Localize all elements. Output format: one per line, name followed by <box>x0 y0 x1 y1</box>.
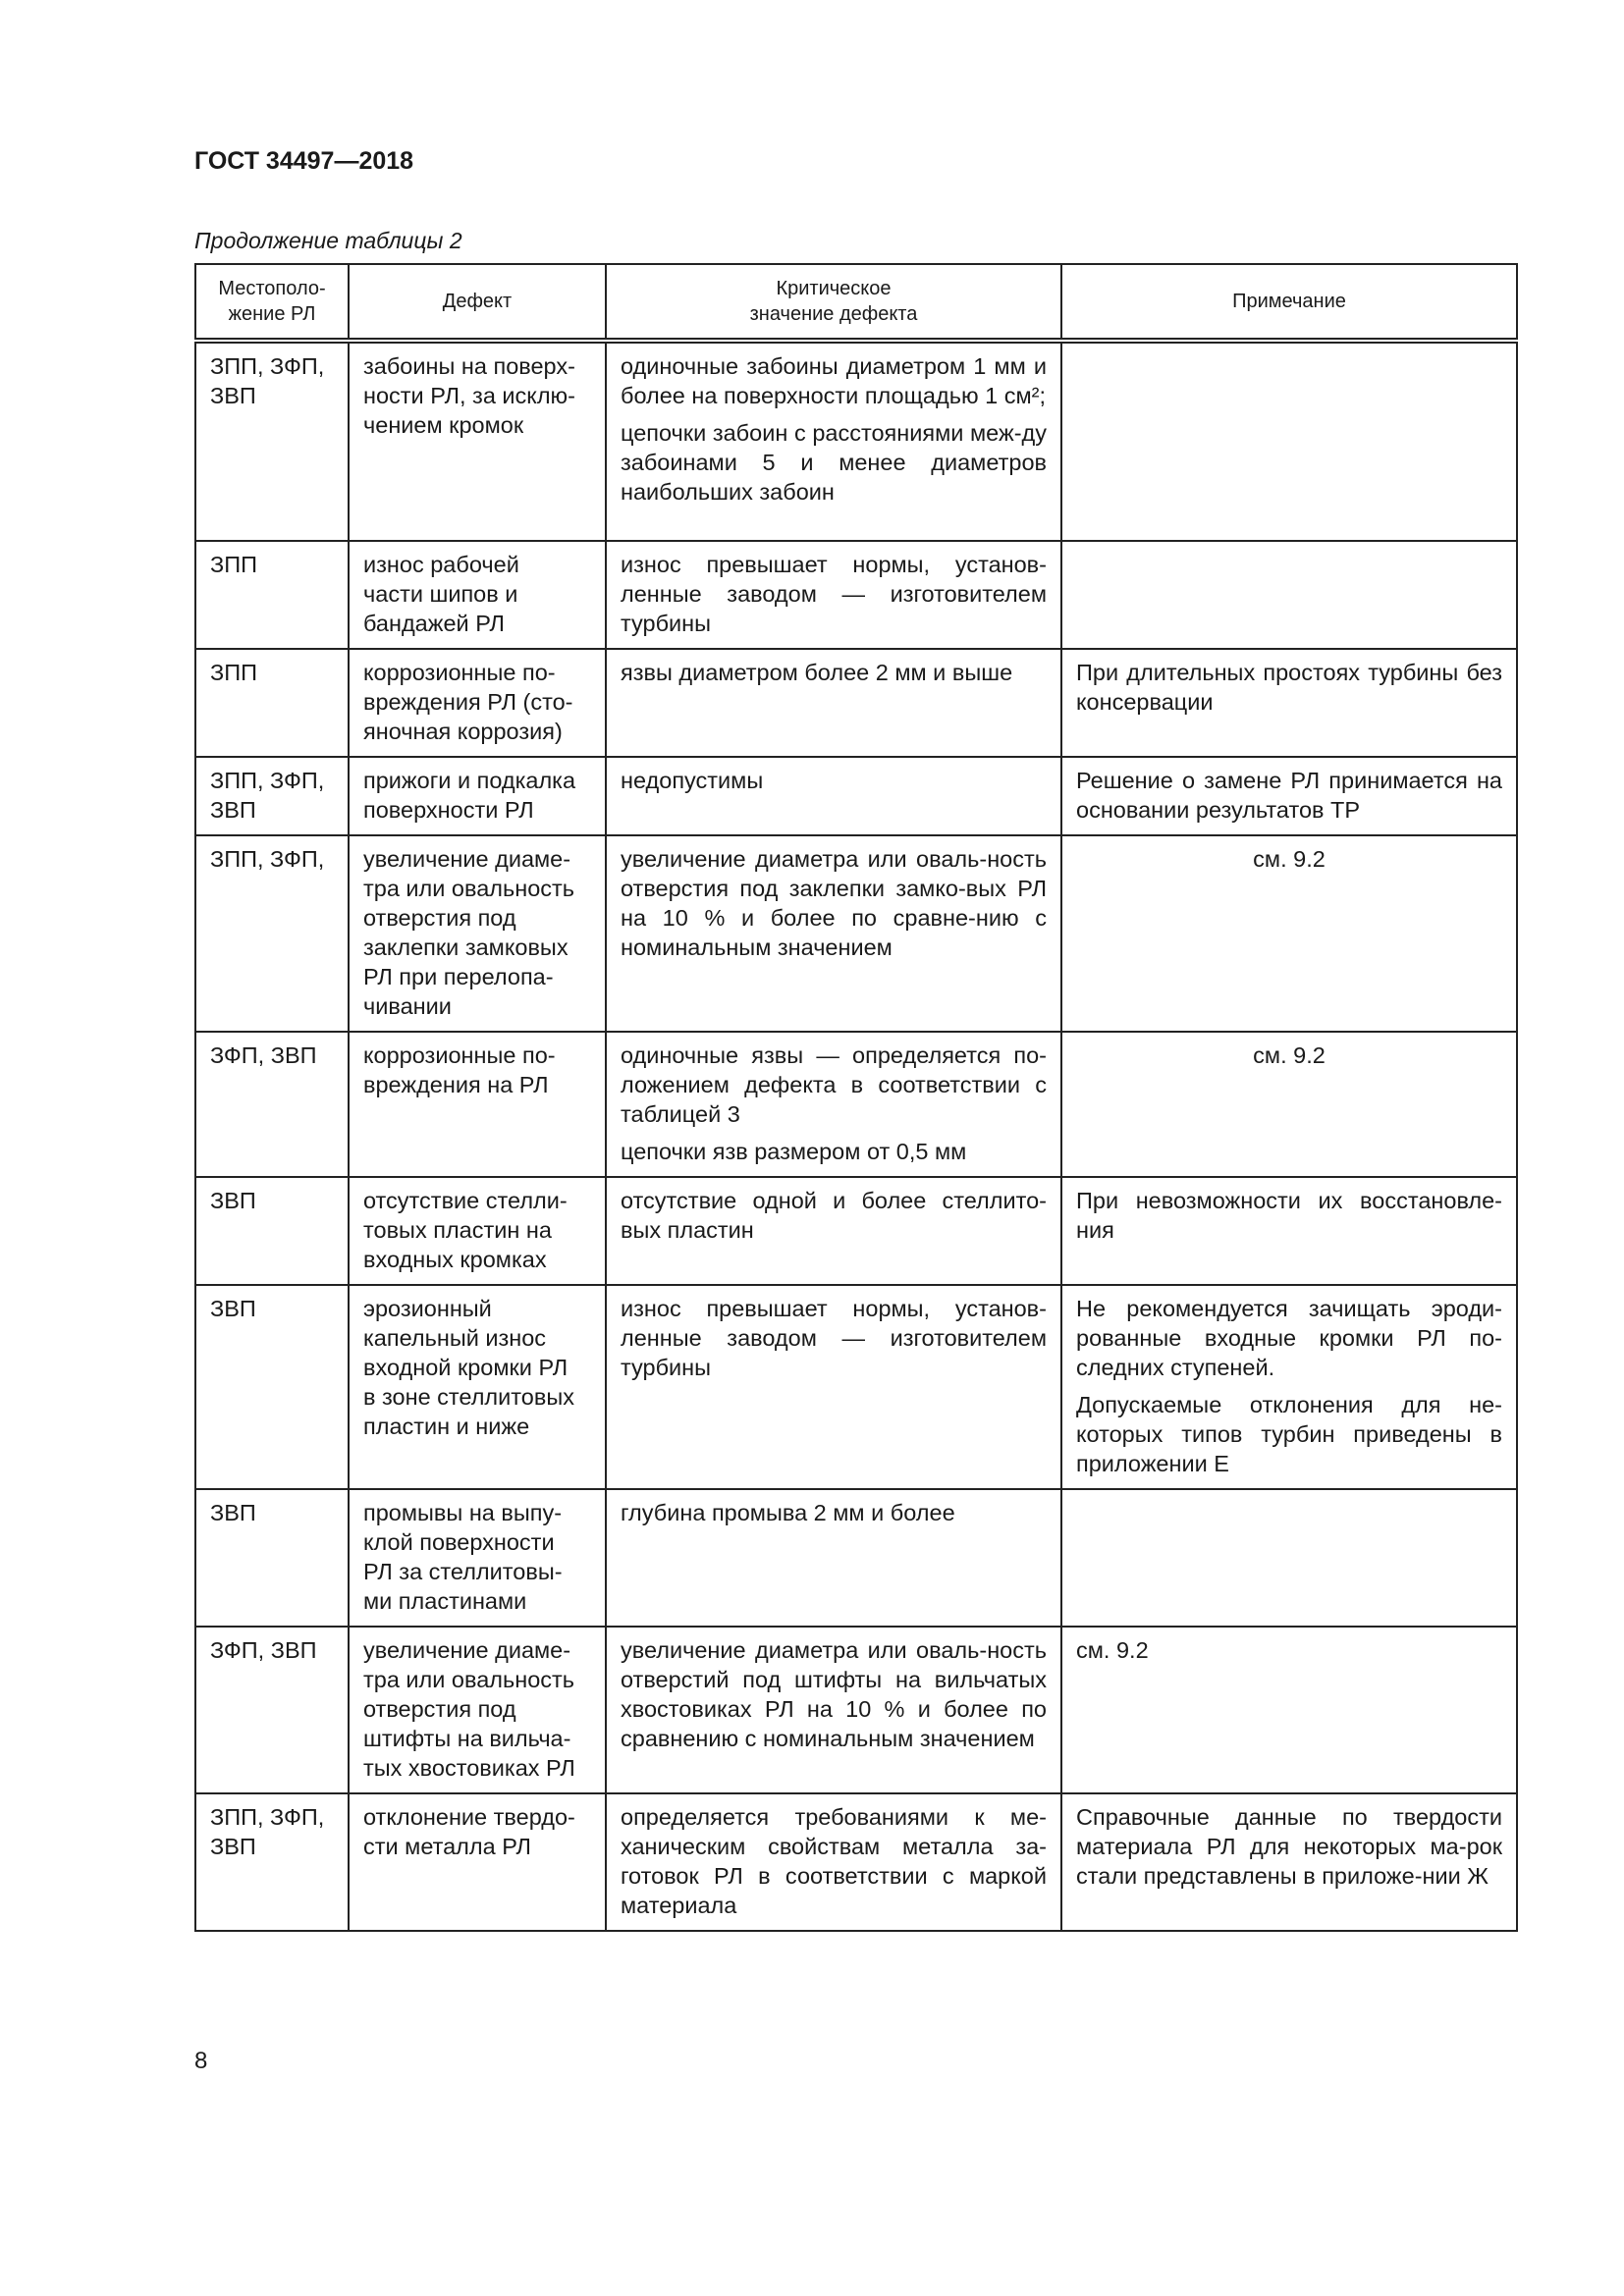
standard-title: ГОСТ 34497—2018 <box>194 147 414 175</box>
note-paragraph: см. 9.2 <box>1076 1637 1149 1663</box>
note-paragraph: Справочные данные по твердости материала РЛ для некоторых ма-рок стали представлены в приложе-нии Ж <box>1076 1804 1502 1889</box>
table-row <box>195 649 1517 757</box>
cell-defect: отсутствие стелли- товых пластин на входных кромках <box>349 1177 606 1285</box>
critical-value-paragraph: одиночные язвы — определяется по-ложением дефекта в соответствии с таблицей 3 <box>621 1042 1047 1127</box>
table-row <box>195 1489 1517 1627</box>
cell-note <box>1061 341 1517 541</box>
cell-note <box>1061 1285 1517 1489</box>
table-header-row <box>195 264 1517 341</box>
cell-defect: увеличение диаме- тра или овальность отверстия под заклепки замковых РЛ при перелопа- чивании <box>349 835 606 1032</box>
cell-location: ЗПП <box>195 649 349 757</box>
note-paragraph: При длительных простоях турбины без консервации <box>1076 660 1502 715</box>
critical-value-paragraph: глубина промыва 2 мм и более <box>621 1500 955 1525</box>
cell-location: ЗПП, ЗФП, ЗВП <box>195 757 349 835</box>
table-row <box>195 1627 1517 1793</box>
cell-critical-value <box>606 835 1061 1032</box>
critical-value-paragraph: недопустимы <box>621 768 764 793</box>
cell-location: ЗПП, ЗФП, ЗВП <box>195 341 349 541</box>
cell-defect: отклонение твердо- сти металла РЛ <box>349 1793 606 1931</box>
critical-value-paragraph: цепочки забоин с расстояниями меж-ду забоинами 5 и менее диаметров наибольших забоин <box>621 420 1047 505</box>
cell-location: ЗПП, ЗФП, <box>195 835 349 1032</box>
cell-location: ЗВП <box>195 1285 349 1489</box>
note-paragraph: см. 9.2 <box>1253 1042 1326 1068</box>
cell-note <box>1061 1627 1517 1793</box>
table-row <box>195 341 1517 541</box>
table-row <box>195 1177 1517 1285</box>
table-row <box>195 1285 1517 1489</box>
cell-critical-value <box>606 1489 1061 1627</box>
header-critical-value: Критическое значение дефекта <box>606 264 1061 341</box>
critical-value-paragraph: язвы диаметром более 2 мм и выше <box>621 660 1013 685</box>
cell-critical-value <box>606 1793 1061 1931</box>
table-caption: Продолжение таблицы 2 <box>194 228 462 253</box>
table-row <box>195 1793 1517 1931</box>
critical-value-paragraph: определяется требованиями к ме-ханическим свойствам металла за-готовок РЛ в соответствии с маркой материала <box>621 1804 1047 1918</box>
cell-location: ЗФП, ЗВП <box>195 1627 349 1793</box>
table-row <box>195 757 1517 835</box>
critical-value-paragraph: износ превышает нормы, установ-ленные заводом — изготовителем турбины <box>621 552 1047 636</box>
note-paragraph: Не рекомендуется зачищать эроди-рованные входные кромки РЛ по-следних ступеней. <box>1076 1296 1502 1380</box>
cell-defect: увеличение диаме- тра или овальность отверстия под штифты на вильча- тых хвостовиках РЛ <box>349 1627 606 1793</box>
cell-defect: износ рабочей части шипов и бандажей РЛ <box>349 541 606 649</box>
cell-note <box>1061 1032 1517 1177</box>
critical-value-paragraph: износ превышает нормы, установ-ленные заводом — изготовителем турбины <box>621 1296 1047 1380</box>
cell-defect: забоины на поверх- ности РЛ, за исклю- чением кромок <box>349 341 606 541</box>
cell-note <box>1061 1793 1517 1931</box>
cell-note <box>1061 757 1517 835</box>
cell-critical-value <box>606 1177 1061 1285</box>
cell-location: ЗФП, ЗВП <box>195 1032 349 1177</box>
cell-defect: коррозионные по- вреждения РЛ (сто- яночная коррозия) <box>349 649 606 757</box>
cell-critical-value <box>606 341 1061 541</box>
cell-critical-value <box>606 757 1061 835</box>
cell-critical-value <box>606 1627 1061 1793</box>
cell-critical-value <box>606 541 1061 649</box>
cell-critical-value <box>606 649 1061 757</box>
defects-table <box>194 263 1518 1932</box>
cell-note <box>1061 649 1517 757</box>
note-paragraph: Решение о замене РЛ принимается на основании результатов ТР <box>1076 768 1502 823</box>
critical-value-paragraph: одиночные забоины диаметром 1 мм и более на поверхности площадью 1 см²; <box>621 353 1047 408</box>
critical-value-paragraph: отсутствие одной и более стеллито-вых пластин <box>621 1188 1047 1243</box>
table-row <box>195 1032 1517 1177</box>
table-row <box>195 541 1517 649</box>
cell-location: ЗПП <box>195 541 349 649</box>
cell-note <box>1061 541 1517 649</box>
header-note: Примечание <box>1061 264 1517 341</box>
note-paragraph: При невозможности их восстановле-ния <box>1076 1188 1502 1243</box>
cell-defect: эрозионный капельный износ входной кромки РЛ в зоне стеллитовых пластин и ниже <box>349 1285 606 1489</box>
cell-note <box>1061 1489 1517 1627</box>
cell-location: ЗВП <box>195 1177 349 1285</box>
cell-critical-value <box>606 1032 1061 1177</box>
cell-note <box>1061 835 1517 1032</box>
header-defect: Дефект <box>349 264 606 341</box>
note-paragraph: см. 9.2 <box>1253 846 1326 872</box>
cell-defect: коррозионные по- вреждения на РЛ <box>349 1032 606 1177</box>
cell-location: ЗВП <box>195 1489 349 1627</box>
page-number: 8 <box>194 2048 208 2074</box>
note-paragraph: Допускаемые отклонения для не-которых типов турбин приведены в приложении Е <box>1076 1392 1502 1476</box>
cell-defect: промывы на выпу- клой поверхности РЛ за стеллитовы- ми пластинами <box>349 1489 606 1627</box>
critical-value-paragraph: цепочки язв размером от 0,5 мм <box>621 1139 967 1164</box>
cell-note <box>1061 1177 1517 1285</box>
cell-location: ЗПП, ЗФП, ЗВП <box>195 1793 349 1931</box>
cell-critical-value <box>606 1285 1061 1489</box>
critical-value-paragraph: увеличение диаметра или оваль-ность отверстия под заклепки замко-вых РЛ на 10 % и более по сравне-нию с номинальным значением <box>621 846 1047 960</box>
cell-defect: прижоги и подкалка поверхности РЛ <box>349 757 606 835</box>
critical-value-paragraph: увеличение диаметра или оваль-ность отверстий под штифты на вильчатых хвостовиках РЛ на 10 % и более по сравнению с номинальным значением <box>621 1637 1047 1751</box>
header-location: Местополо- жение РЛ <box>195 264 349 341</box>
table-row <box>195 835 1517 1032</box>
